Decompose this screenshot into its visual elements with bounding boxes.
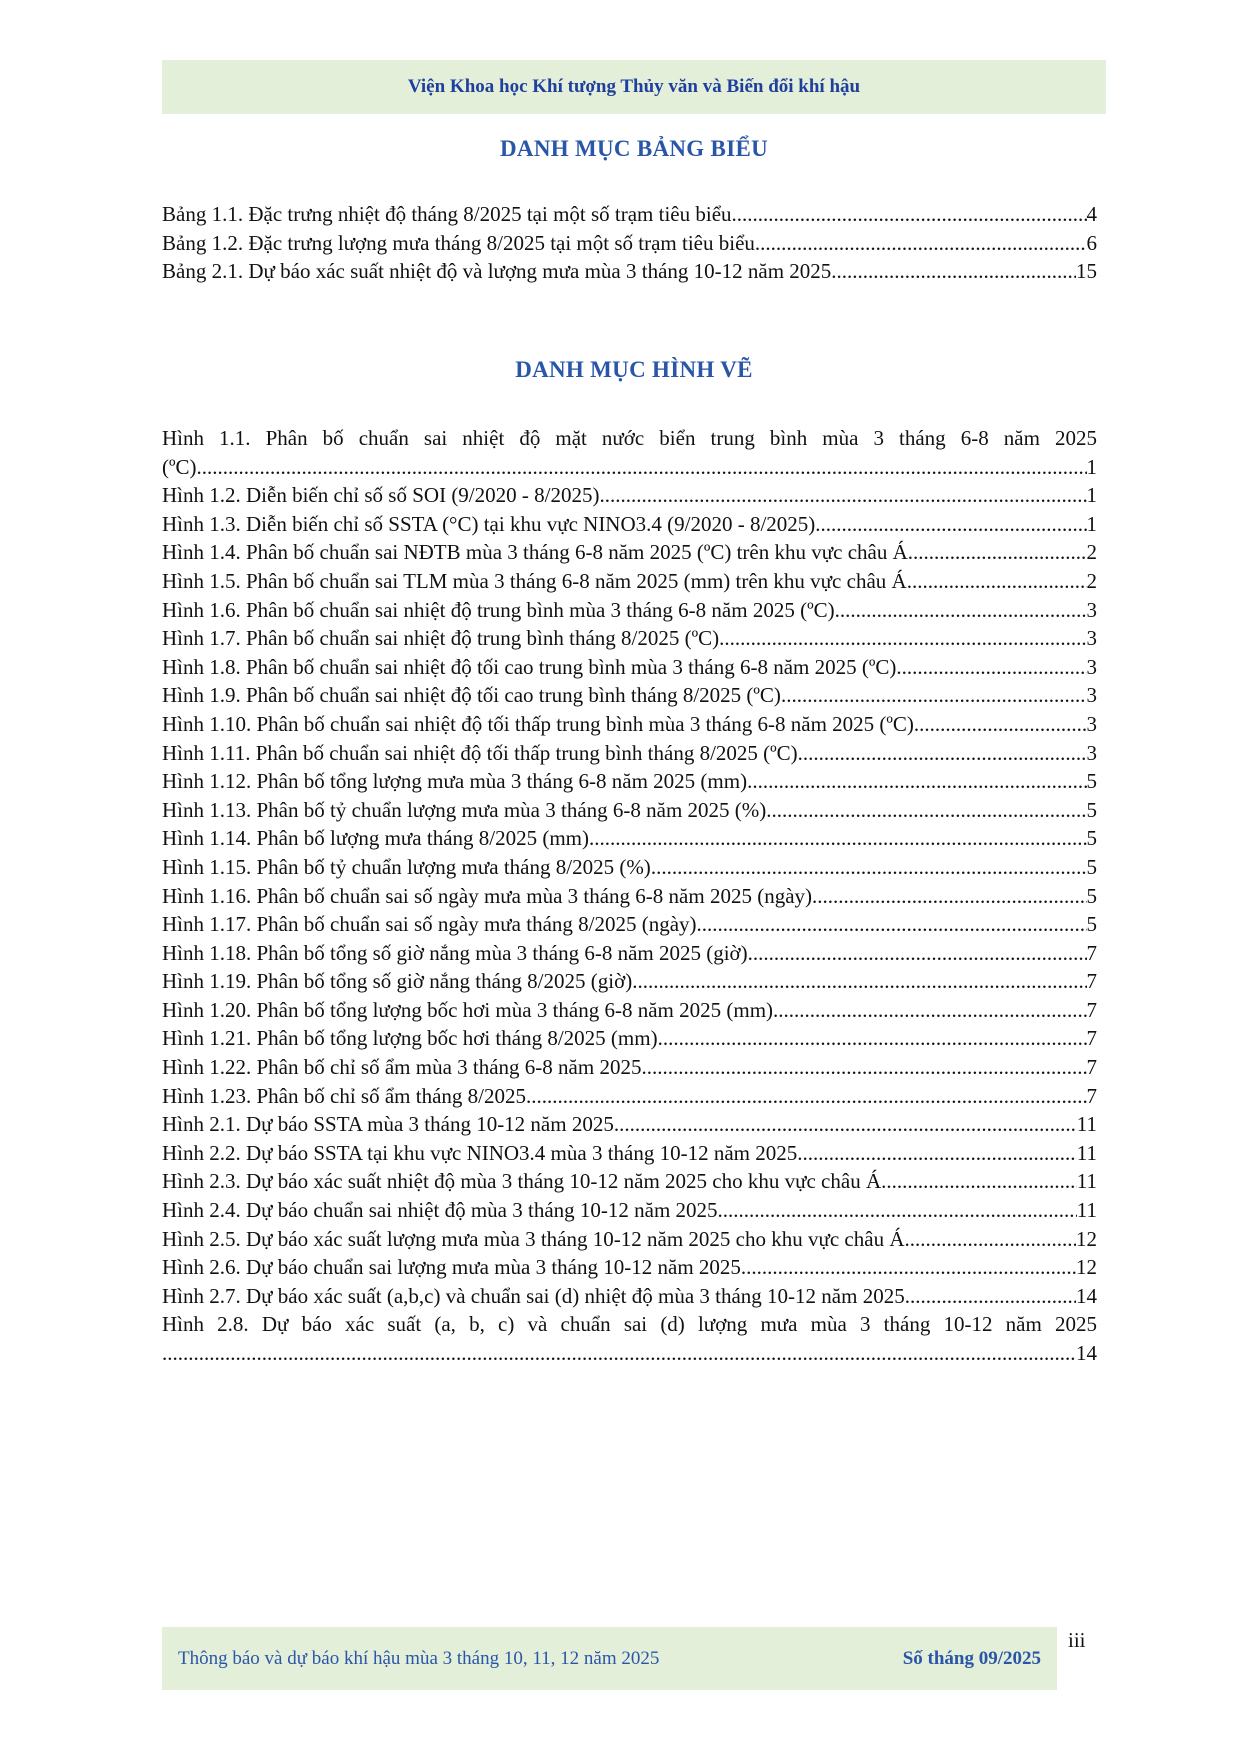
header-band: [162, 60, 1106, 114]
toc-entry[interactable]: [162, 796, 1097, 825]
toc-entry[interactable]: [162, 1053, 1097, 1082]
toc-entry-page: 3: [1086, 597, 1097, 622]
toc-entry[interactable]: [162, 710, 1097, 739]
toc-entry[interactable]: [162, 1225, 1097, 1254]
toc-entry-label: Hình 1.21. Phân bố tổng lượng bốc hơi tháng 8/2025 (mm): [162, 1026, 658, 1051]
toc-entry-page: 11: [1076, 1198, 1097, 1223]
toc-leader-dots: [755, 229, 1087, 258]
toc-entry[interactable]: [162, 1167, 1097, 1196]
toc-entry-page: 5: [1086, 854, 1097, 879]
toc-entry-page: 14: [1076, 1283, 1097, 1308]
toc-entry[interactable]: [162, 996, 1097, 1025]
toc-entry[interactable]: [162, 1253, 1097, 1282]
toc-leader-dots: [697, 910, 1087, 939]
toc-entry[interactable]: [162, 567, 1097, 596]
toc-entry-label: Hình 2.3. Dự báo xác suất nhiệt độ mùa 3 tháng 10-12 năm 2025 cho khu vực châu Á: [162, 1169, 882, 1194]
toc-entry-label: Hình 1.18. Phân bố tổng số giờ nắng mùa 3 tháng 6-8 năm 2025 (giờ): [162, 940, 748, 965]
toc-entry-page: 15: [1076, 259, 1097, 284]
toc-leader-dots: [614, 1110, 1077, 1139]
toc-leader-dots: [526, 1082, 1087, 1111]
toc-entry-label: Hình 1.16. Phân bố chuẩn sai số ngày mưa mùa 3 tháng 6-8 năm 2025 (ngày): [162, 883, 813, 908]
toc-entry-label: Hình 2.2. Dự báo SSTA tại khu vực NINO3.4 mùa 3 tháng 10-12 năm 2025: [162, 1140, 798, 1165]
toc-entry-label: Hình 1.14. Phân bố lượng mưa tháng 8/2025 (mm): [162, 826, 590, 851]
toc-entry[interactable]: [162, 1196, 1097, 1225]
toc-entry-page: 12: [1076, 1226, 1097, 1251]
toc-entry[interactable]: [162, 200, 1097, 229]
toc-entry-label: Hình 1.11. Phân bố chuẩn sai nhiệt độ tối thấp trung bình tháng 8/2025 (ºC): [162, 740, 798, 765]
toc-entry-page: 3: [1086, 711, 1097, 736]
toc-leader-dots: [905, 1225, 1077, 1254]
toc-entry[interactable]: [162, 481, 1097, 510]
toc-entry-label: Hình 2.7. Dự báo xác suất (a,b,c) và chuẩn sai (d) nhiệt độ mùa 3 tháng 10-12 năm 2025: [162, 1283, 905, 1308]
toc-entry[interactable]: [162, 1110, 1097, 1139]
toc-entry-page: 2: [1086, 568, 1097, 593]
toc-entry-label: Hình 2.4. Dự báo chuẩn sai nhiệt độ mùa 3 tháng 10-12 năm 2025: [162, 1198, 718, 1223]
toc-entry-label: Hình 1.20. Phân bố tổng lượng bốc hơi mùa 3 tháng 6-8 năm 2025 (mm): [162, 997, 774, 1022]
figures-list: [162, 424, 1097, 1368]
toc-entry-page: 3: [1086, 683, 1097, 708]
toc-entry-page: 7: [1086, 940, 1097, 965]
toc-entry-label: Hình 1.5. Phân bố chuẩn sai TLM mùa 3 tháng 6-8 năm 2025 (mm) trên khu vực châu Á: [162, 568, 907, 593]
toc-entry-page: 11: [1076, 1140, 1097, 1165]
toc-entry-page: 7: [1086, 1083, 1097, 1108]
toc-entry-label: Hình 2.5. Dự báo xác suất lượng mưa mùa 3 tháng 10-12 năm 2025 cho khu vực châu Á: [162, 1226, 905, 1251]
toc-leader-dots: [781, 681, 1087, 710]
toc-entry-page: 1: [1086, 454, 1097, 479]
toc-leader-dots: [719, 624, 1086, 653]
toc-entry-label: Bảng 1.1. Đặc trưng nhiệt độ tháng 8/2025 tại một số trạm tiêu biểu: [162, 202, 732, 226]
toc-entry-page: 3: [1086, 654, 1097, 679]
toc-entry[interactable]: [162, 824, 1097, 853]
footer-issue-number: Số tháng 09/2025: [902, 1647, 1041, 1669]
toc-entry-label: Hình 1.23. Phân bố chỉ số ẩm tháng 8/2025: [162, 1083, 526, 1108]
page-number: iii: [1068, 1628, 1086, 1652]
header-title: Viện Khoa học Khí tượng Thủy văn và Biến đổi khí hậu: [407, 76, 861, 97]
footer-band: [162, 1627, 1057, 1690]
toc-leader-dots: [914, 710, 1087, 739]
toc-entry[interactable]: [162, 681, 1097, 710]
toc-leader-dots: [831, 257, 1076, 286]
toc-entry-page: 5: [1086, 883, 1097, 908]
toc-entry-label: Bảng 2.1. Dự báo xác suất nhiệt độ và lượng mưa mùa 3 tháng 10-12 năm 2025: [162, 259, 832, 284]
toc-entry[interactable]: [162, 910, 1097, 939]
toc-leader-dots: [197, 453, 1087, 482]
toc-entry-page: 11: [1076, 1112, 1097, 1137]
toc-leader-dots: [905, 1282, 1076, 1311]
toc-entry-label: Hình 1.19. Phân bố tổng số giờ nắng tháng 8/2025 (giờ): [162, 969, 633, 994]
toc-entry-label: Hình 1.10. Phân bố chuẩn sai nhiệt độ tối thấp trung bình mùa 3 tháng 6-8 năm 2025 (ºC): [162, 711, 914, 736]
toc-entry[interactable]: [162, 739, 1097, 768]
toc-entry-fig-2-8-line2[interactable]: [162, 1339, 1097, 1368]
toc-leader-dots: [747, 767, 1086, 796]
tables-list: [162, 200, 1097, 286]
toc-leader-dots: [599, 481, 1086, 510]
toc-entry-label: Hình 1.22. Phân bố chỉ số ẩm mùa 3 tháng 6-8 năm 2025: [162, 1055, 642, 1080]
toc-entry-page: 5: [1086, 912, 1097, 937]
toc-leader-dots: [908, 538, 1087, 567]
toc-entry[interactable]: [162, 596, 1097, 625]
toc-leader-dots: [632, 967, 1086, 996]
toc-leader-dots: [835, 596, 1087, 625]
toc-entry-label: Hình 1.13. Phân bố tỷ chuẩn lượng mưa mùa 3 tháng 6-8 năm 2025 (%): [162, 797, 767, 822]
toc-entry[interactable]: [162, 538, 1097, 567]
toc-leader-dots: [589, 824, 1086, 853]
toc-entry-label: Hình 1.6. Phân bố chuẩn sai nhiệt độ trung bình mùa 3 tháng 6-8 năm 2025 (ºC): [162, 597, 835, 622]
toc-entry[interactable]: [162, 1139, 1097, 1168]
toc-entry-fig-2-8-line1[interactable]: Hình 2.8. Dự báo xác suất (a, b, c) và chuẩn sai (d) lượng mưa mùa 3 tháng 10-12 năm 2025: [162, 1312, 1097, 1337]
toc-entry-page: 6: [1086, 230, 1097, 255]
toc-leader-dots: [162, 1339, 1076, 1368]
toc-entry-page: 4: [1086, 202, 1097, 226]
figures-section-title: DANH MỤC HÌNH VẼ: [515, 357, 753, 382]
toc-leader-dots: [658, 1024, 1087, 1053]
toc-entry-label: Hình 1.9. Phân bố chuẩn sai nhiệt độ tối cao trung bình tháng 8/2025 (ºC): [162, 683, 781, 708]
toc-entry-label: (ºC): [162, 454, 197, 479]
tables-section-title: DANH MỤC BẢNG BIỂU: [500, 136, 768, 161]
toc-entry-page: 14: [1076, 1341, 1097, 1365]
toc-entry[interactable]: [162, 939, 1097, 968]
toc-entry-page: 5: [1086, 769, 1097, 794]
toc-leader-dots: [815, 510, 1086, 539]
toc-entry-label: Hình 1.12. Phân bố tổng lượng mưa mùa 3 tháng 6-8 năm 2025 (mm): [162, 769, 748, 794]
toc-entry-page: 12: [1076, 1255, 1097, 1280]
toc-leader-dots: [798, 739, 1087, 768]
toc-entry-page: 5: [1086, 826, 1097, 851]
toc-entry-label: Hình 2.6. Dự báo chuẩn sai lượng mưa mùa 3 tháng 10-12 năm 2025: [162, 1255, 741, 1280]
toc-entry-page: 7: [1086, 1055, 1097, 1080]
toc-entry-label: Hình 2.1. Dự báo SSTA mùa 3 tháng 10-12 năm 2025: [162, 1112, 614, 1137]
toc-entry-page: 11: [1076, 1169, 1097, 1194]
toc-leader-dots: [748, 939, 1087, 968]
toc-entry[interactable]: [162, 624, 1097, 653]
toc-entry-page: 7: [1086, 969, 1097, 994]
toc-leader-dots: [732, 200, 1087, 229]
toc-entry-page: 1: [1086, 483, 1097, 508]
toc-leader-dots: [766, 796, 1086, 825]
toc-entry-page: 1: [1086, 511, 1097, 536]
toc-leader-dots: [741, 1253, 1076, 1282]
toc-entry-label: Hình 1.7. Phân bố chuẩn sai nhiệt độ trung bình tháng 8/2025 (ºC): [162, 626, 720, 651]
toc-leader-dots: [812, 882, 1086, 911]
footer-publication-title: Thông báo và dự báo khí hậu mùa 3 tháng 10, 11, 12 năm 2025: [178, 1647, 660, 1669]
toc-leader-dots: [797, 1139, 1076, 1168]
toc-leader-dots: [641, 1053, 1086, 1082]
toc-entry[interactable]: [162, 767, 1097, 796]
toc-leader-dots: [896, 653, 1086, 682]
figures-items: [162, 481, 1097, 1310]
toc-entry[interactable]: [162, 853, 1097, 882]
toc-entry-page: 2: [1086, 540, 1097, 565]
toc-entry[interactable]: [162, 1024, 1097, 1053]
toc-entry-page: 5: [1086, 797, 1097, 822]
toc-entry[interactable]: [162, 229, 1097, 258]
toc-entry[interactable]: [162, 257, 1097, 286]
toc-entry-label: Hình 1.17. Phân bố chuẩn sai số ngày mưa tháng 8/2025 (ngày): [162, 912, 697, 937]
toc-leader-dots: [718, 1196, 1077, 1225]
toc-entry-label: Hình 1.4. Phân bố chuẩn sai NĐTB mùa 3 tháng 6-8 năm 2025 (ºC) trên khu vực châu Á: [162, 540, 908, 565]
toc-entry-fig-1-1-line1[interactable]: Hình 1.1. Phân bố chuẩn sai nhiệt độ mặt nước biển trung bình mùa 3 tháng 6-8 năm 2025: [162, 426, 1097, 450]
toc-entry[interactable]: [162, 1282, 1097, 1311]
toc-entry-page: 7: [1086, 1026, 1097, 1051]
toc-entry[interactable]: [162, 967, 1097, 996]
toc-entry-page: 3: [1086, 626, 1097, 651]
toc-entry[interactable]: [162, 510, 1097, 539]
toc-entry-label: Hình 1.8. Phân bố chuẩn sai nhiệt độ tối cao trung bình mùa 3 tháng 6-8 năm 2025 (ºC): [162, 654, 897, 679]
toc-leader-dots: [907, 567, 1087, 596]
toc-entry-label: Hình 1.15. Phân bố tỷ chuẩn lượng mưa tháng 8/2025 (%): [162, 854, 651, 879]
toc-entry-page: 3: [1086, 740, 1097, 765]
toc-entry-label: Bảng 1.2. Đặc trưng lượng mưa tháng 8/2025 tại một số trạm tiêu biểu: [162, 230, 755, 255]
toc-entry-fig-1-1-line2[interactable]: [162, 453, 1097, 482]
toc-leader-dots: [651, 853, 1087, 882]
toc-entry-label: Hình 1.3. Diễn biến chỉ số SSTA (°C) tại khu vực NINO3.4 (9/2020 - 8/2025): [162, 511, 816, 536]
toc-entry-page: 7: [1086, 997, 1097, 1022]
toc-leader-dots: [881, 1167, 1077, 1196]
toc-entry[interactable]: [162, 882, 1097, 911]
toc-entry[interactable]: [162, 1082, 1097, 1111]
toc-leader-dots: [773, 996, 1086, 1025]
toc-entry[interactable]: [162, 653, 1097, 682]
toc-entry-label: Hình 1.2. Diễn biến chỉ số số SOI (9/2020 - 8/2025): [162, 483, 600, 508]
